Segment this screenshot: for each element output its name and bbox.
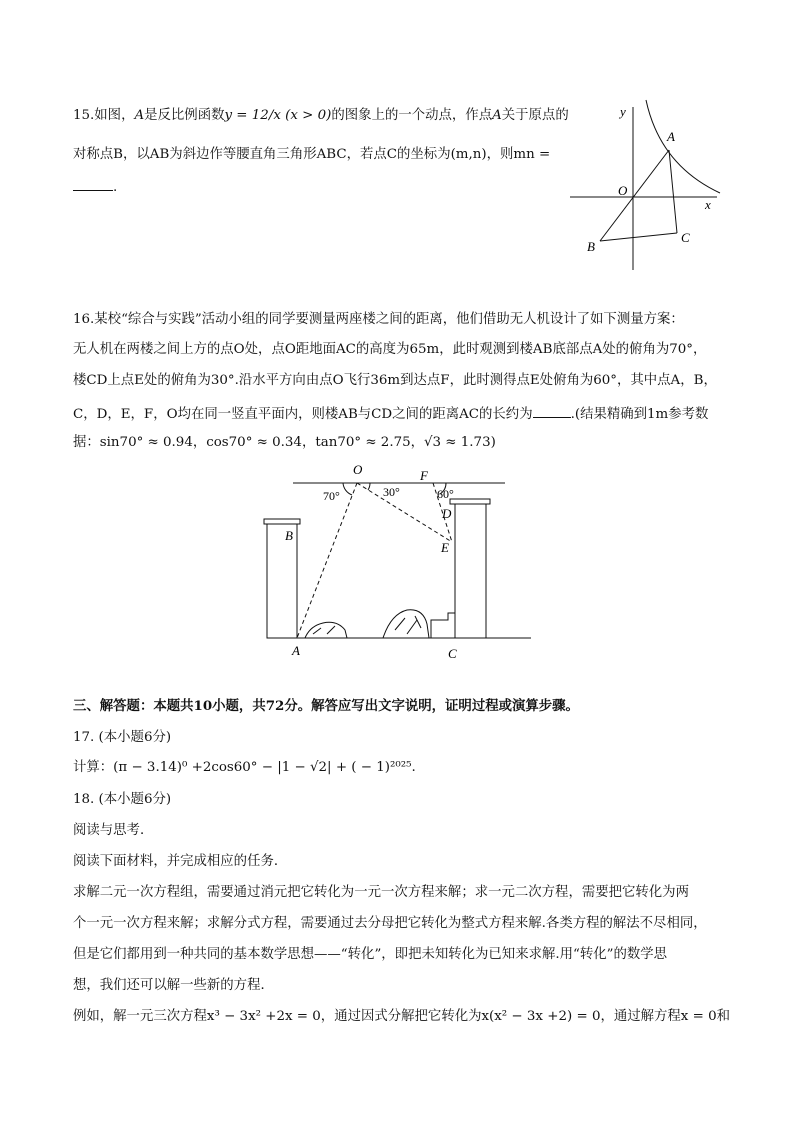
q18-p7: 例如，解一元三次方程x³ − 3x² +2x = 0，通过因式分解把它转化为x(x² − 3x +2) = 0，通过解方程x = 0和	[73, 1009, 730, 1024]
rock-right-texture	[395, 616, 421, 634]
q16-line4	[73, 403, 708, 424]
rock-left-texture	[313, 626, 335, 634]
building-cd-roof	[450, 499, 490, 504]
q15-period: .	[113, 180, 118, 195]
building-cd-step	[431, 613, 455, 638]
q18-p6: 想，我们还可以解一些新的方程．	[73, 978, 274, 993]
q18-heading: 18. (本小题6分)	[73, 792, 172, 807]
q18-p2: 阅读下面材料，并完成相应的任务．	[73, 854, 288, 869]
label-a: A	[292, 643, 300, 658]
q15-text-f: 关于原点的	[501, 108, 569, 123]
label-o: O	[353, 462, 363, 477]
label-y: y	[620, 104, 626, 119]
q15-function: y = 12/x (x > 0)	[224, 108, 332, 123]
q15-line1	[73, 107, 569, 125]
segment-ab	[600, 150, 669, 241]
angle-arc-70	[343, 483, 352, 495]
hyperbola-curve	[646, 100, 720, 193]
q16-line4-a: C，D，E，F，O均在同一竖直平面内，则楼AB与CD之间的距离AC的长约为	[73, 407, 533, 422]
q16-figure	[255, 458, 540, 663]
q18-p4: 个一元一次方程来解；求解分式方程，需要通过去分母把它转化为整式方程来解.各类方程的解法不尽相同，	[73, 916, 707, 931]
q18-p1: 阅读与思考．	[73, 823, 154, 838]
q16-line4-b: .(结果精确到1m参考数	[570, 407, 709, 422]
label-d: D	[442, 506, 452, 521]
angle-label-30: 30°	[383, 485, 400, 499]
angle-arc-30	[368, 483, 370, 490]
q15-answer-blank	[73, 176, 113, 191]
label-a: A	[667, 129, 675, 144]
building-cd	[455, 504, 486, 638]
building-ab-roof	[264, 519, 300, 524]
q16-answer-blank	[533, 403, 571, 418]
q15-point-a2: A	[492, 108, 502, 123]
q15-figure	[565, 95, 725, 275]
rock-right	[383, 610, 429, 638]
q15-line2: 对称点B，以AB为斜边作等腰直角三角形ABC，若点C的坐标为(m,n)，则mn =	[73, 147, 551, 162]
rock-left	[305, 622, 347, 638]
label-b: B	[587, 239, 595, 254]
segment-ac	[669, 150, 677, 233]
q15-text-d: 的图象上的一个动点，作点	[331, 108, 493, 123]
q15-text-a: 15.如图，	[73, 108, 135, 123]
label-c: C	[448, 646, 457, 661]
q17-expression: 计算：(π − 3.14)⁰ +2cos60° − |1 − √2| + ( − 1)²⁰²⁵.	[73, 760, 416, 775]
q15-line3	[73, 176, 117, 197]
label-e: E	[441, 540, 449, 555]
segment-bc	[600, 233, 677, 241]
sight-line-oa	[297, 483, 357, 638]
label-b: B	[285, 528, 293, 543]
angle-label-70: 70°	[323, 489, 340, 503]
q15-text-c: 是反比例函数	[144, 108, 225, 123]
q17-heading: 17. (本小题6分)	[73, 730, 172, 745]
q16-line2: 无人机在两楼之间上方的点O处，点O距地面AC的高度为65m，此时观测到楼AB底部点A处的俯角为70°，	[73, 342, 707, 357]
section-3-heading: 三、解答题：本题共10小题，共72分。解答应写出文字说明，证明过程或演算步骤。	[73, 698, 579, 714]
angle-label-60: 60°	[437, 487, 454, 501]
q18-p3: 求解二元一次方程组，需要通过消元把它转化为一元一次方程来解；求一元二次方程，需要把它转化为两	[73, 885, 689, 900]
q16-line3: 楼CD上点E处的俯角为30°.沿水平方向由点O飞行36m到达点F，此时测得点E处俯角为60°，其中点A，B，	[73, 373, 717, 388]
label-c: C	[681, 230, 690, 245]
label-f: F	[420, 468, 428, 483]
q18-p5: 但是它们都用到一种共同的基本数学思想——“转化”，即把未知转化为已知来求解.用“转化”的数学思	[73, 947, 668, 962]
label-o: O	[618, 183, 628, 198]
q16-line1: 16.某校“综合与实践”活动小组的同学要测量两座楼之间的距离，他们借助无人机设计了如下测量方案：	[73, 312, 684, 327]
q15-point-a: A	[134, 108, 145, 123]
label-x: x	[705, 197, 711, 212]
q16-line5: 据：sin70° ≈ 0.94，cos70° ≈ 0.34，tan70° ≈ 2.75，√3 ≈ 1.73)	[73, 435, 496, 450]
